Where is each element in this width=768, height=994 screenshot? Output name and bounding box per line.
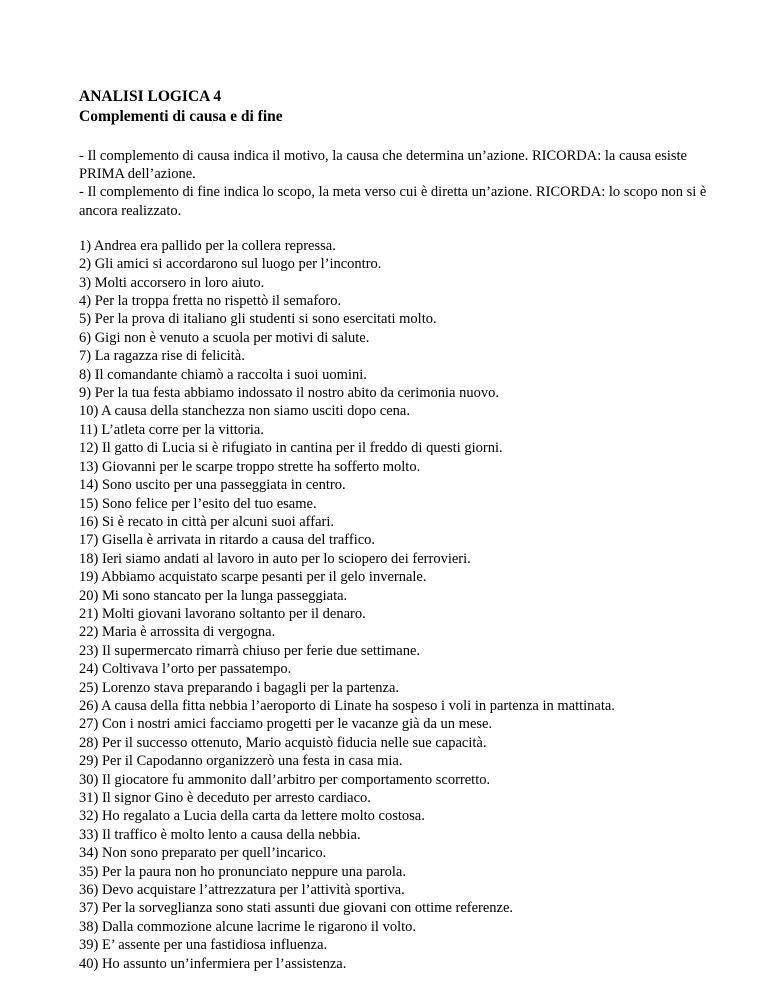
exercise-sentence-31: 31) Il signor Gino è deceduto per arresto cardiaco. <box>79 790 371 806</box>
exercise-sentence-15: 15) Sono felice per l’esito del tuo esame. <box>79 495 317 512</box>
exercise-sentence-20: 20) Mi sono stancato per la lunga passeggiata. <box>79 587 348 604</box>
exercise-sentence-13: 13) Giovanni per le scarpe troppo strette ha sofferto molto. <box>79 458 421 475</box>
exercise-sentence-16: 16) Si è recato in città per alcuni suoi affari. <box>79 513 334 530</box>
exercise-sentence-4: 4) Per la troppa fretta no rispettò il semaforo. <box>79 293 342 310</box>
intro-paragraph-fine: - Il complemento di fine indica lo scopo, la meta verso cui è diretta un’azione. RICORDA: lo scopo non si è ancora realizzato. <box>79 184 707 219</box>
exercise-sentence-8: 8) Il comandante chiamò a raccolta i suoi uomini. <box>79 366 367 383</box>
exercise-sentence-32: 32) Ho regalato a Lucia della carta da lettere molto costosa. <box>79 808 425 825</box>
exercise-sentence-26: 26) A causa della fitta nebbia l’aeroporto di Linate ha sospeso i voli in partenza in mattinata. <box>79 697 615 714</box>
exercise-sentence-3: 3) Molti accorsero in loro aiuto. <box>79 274 265 291</box>
exercise-sentence-27: 27) Con i nostri amici facciamo progetti per le vacanze già da un mese. <box>79 716 493 733</box>
intro-section <box>79 147 708 220</box>
exercise-sentence-17: 17) Gisella è arrivata in ritardo a causa del traffico. <box>79 532 376 549</box>
exercise-sentence-19: 19) Abbiamo acquistato scarpe pesanti per il gelo invernale. <box>79 569 427 586</box>
exercise-sentence-21: 21) Molti giovani lavorano soltanto per il denaro. <box>79 605 366 622</box>
exercise-sentence-1: 1) Andrea era pallido per la collera repressa. <box>79 237 336 254</box>
intro-paragraph-causa: - Il complemento di causa indica il motivo, la causa che determina un’azione. RICORDA: la causa esiste PRIMA dell’azione. <box>79 148 687 183</box>
exercise-sentence-37: 37) Per la sorveglianza sono stati assunti due giovani con ottime referenze. <box>79 900 514 917</box>
exercise-sentence-28: 28) Per il successo ottenuto, Mario acquistò fiducia nelle sue capacità. <box>79 734 487 751</box>
exercise-sentence-39: 39) E’ assente per una fastidiosa influenza. <box>79 937 328 954</box>
exercise-sentence-9: 9) Per la tua festa abbiamo indossato il nostro abito da cerimonia nuovo. <box>79 385 499 402</box>
exercise-sentence-36: 36) Devo acquistare l’attrezzatura per l’attività sportiva. <box>79 882 405 899</box>
exercise-list <box>79 237 708 973</box>
exercise-sentence-40: 40) Ho assunto un’infermiera per l’assistenza. <box>79 955 347 972</box>
document-subtitle: Complementi di causa e di fine <box>79 108 283 125</box>
exercise-sentence-30: 30) Il giocatore fu ammonito dall’arbitro per comportamento scorretto. <box>79 771 491 788</box>
exercise-sentence-10: 10) A causa della stanchezza non siamo usciti dopo cena. <box>79 403 410 420</box>
exercise-sentence-5: 5) Per la prova di italiano gli studenti si sono esercitati molto. <box>79 311 437 328</box>
exercise-sentence-29: 29) Per il Capodanno organizzerò una festa in casa mia. <box>79 753 403 770</box>
exercise-sentence-34: 34) Non sono preparato per quell’incarico. <box>79 845 327 862</box>
exercise-sentence-18: 18) Ieri siamo andati al lavoro in auto per lo sciopero dei ferrovieri. <box>79 550 471 567</box>
exercise-sentence-35: 35) Per la paura non ho pronunciato neppure una parola. <box>79 863 406 880</box>
exercise-sentence-2: 2) Gli amici si accordarono sul luogo per l’incontro. <box>79 256 382 273</box>
exercise-sentence-22: 22) Maria è arrossita di vergogna. <box>79 624 276 641</box>
exercise-sentence-11: 11) L’atleta corre per la vittoria. <box>79 421 264 438</box>
exercise-sentence-12: 12) Il gatto di Lucia si è rifugiato in cantina per il freddo di questi giorni. <box>79 440 503 457</box>
exercise-sentence-6: 6) Gigi non è venuto a scuola per motivi di salute. <box>79 329 370 346</box>
exercise-sentence-23: 23) Il supermercato rimarrà chiuso per ferie due settimane. <box>79 642 421 659</box>
exercise-sentence-7: 7) La ragazza rise di felicità. <box>79 348 245 365</box>
exercise-sentence-14: 14) Sono uscito per una passeggiata in centro. <box>79 477 346 494</box>
exercise-sentence-25: 25) Lorenzo stava preparando i bagagli per la partenza. <box>79 679 400 696</box>
exercise-sentence-33: 33) Il traffico è molto lento a causa della nebbia. <box>79 826 361 843</box>
document-title: ANALISI LOGICA 4 <box>79 88 222 105</box>
exercise-sentence-38: 38) Dalla commozione alcune lacrime le rigarono il volto. <box>79 918 417 935</box>
exercise-sentence-24: 24) Coltivava l’orto per passatempo. <box>79 661 292 678</box>
